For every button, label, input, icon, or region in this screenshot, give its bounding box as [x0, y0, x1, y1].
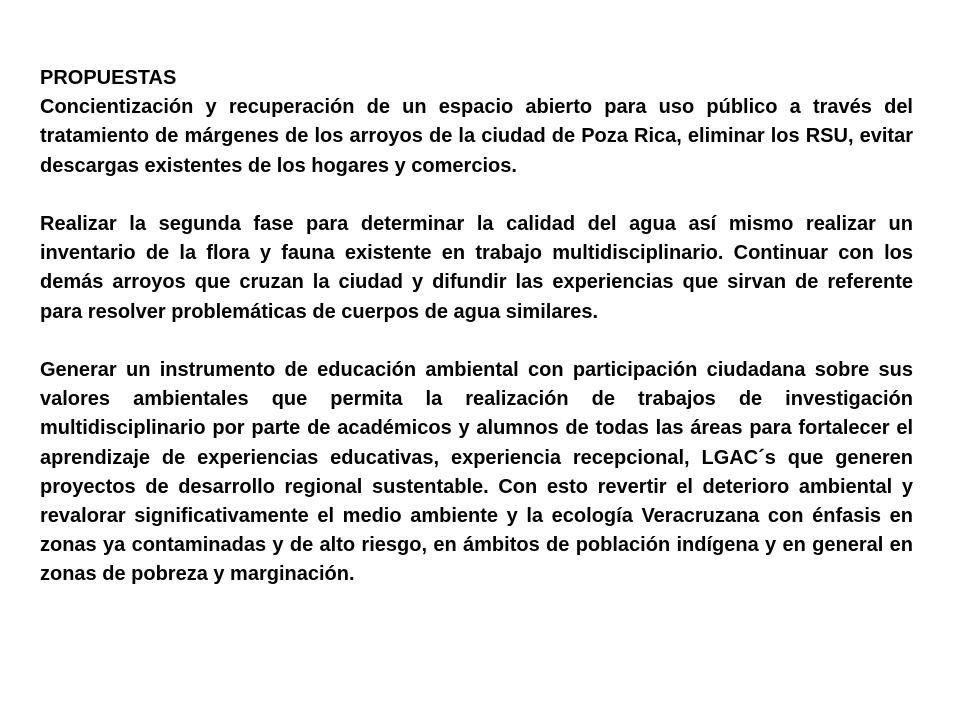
- paragraph-spacer: [40, 181, 913, 210]
- document-heading: PROPUESTAS: [40, 67, 177, 89]
- paragraph-educacion-ambiental: Generar un instrumento de educación ambiental con participación ciudadana sobre sus valores ambientales que permita la realización de trabajos de investigación multidisciplinario por parte de académicos y alumnos de todas las áreas para fortalecer el aprendizaje de experiencias educativas, experiencia recepcional, LGAC´s que generen proyectos de desarrollo regional sustentable. Con esto revertir el deterioro ambiental y revalorar significativamente el medio ambiente y la ecología Veracruzana con énfasis en zonas ya contaminadas y de alto riesgo, en ámbitos de población indígena y en general en zonas de pobreza y marginación.: [40, 359, 913, 586]
- paragraph-concientizacion: Concientización y recuperación de un espacio abierto para uso público a través del tratamiento de márgenes de los arroyos de la ciudad de Poza Rica, eliminar los RSU, evitar descargas existentes de los hogares y comercios.: [40, 96, 913, 177]
- paragraph-segunda-fase: Realizar la segunda fase para determinar la calidad del agua así mismo realizar un inventario de la flora y fauna existente en trabajo multidisciplinario. Continuar con los demás arroyos que cruzan la ciudad y difundir las experiencias que sirvan de referente para resolver problemáticas de cuerpos de agua similares.: [40, 213, 913, 323]
- paragraph-spacer: [40, 327, 913, 356]
- text-body: [40, 64, 913, 590]
